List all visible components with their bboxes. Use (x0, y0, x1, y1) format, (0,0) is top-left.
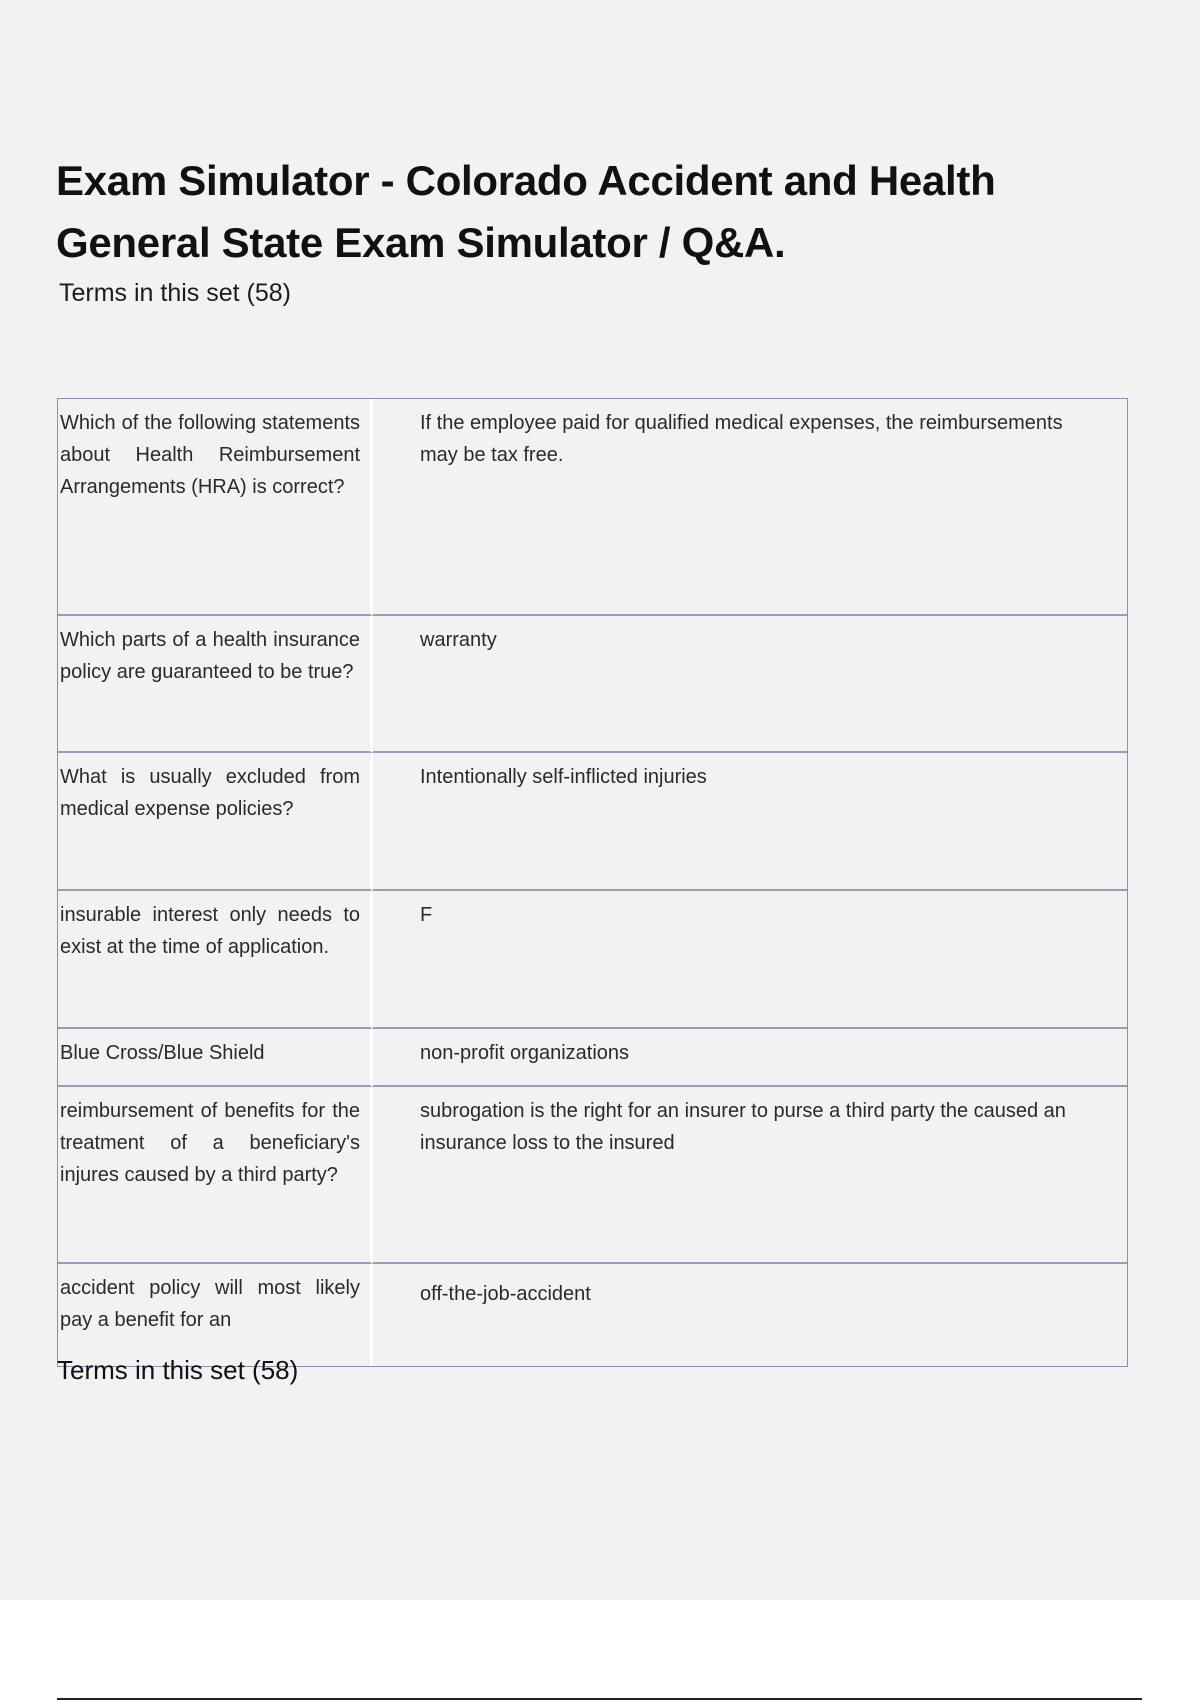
term-answer: If the employee paid for qualified medical expenses, the reimbursements may be tax free. (373, 399, 1127, 616)
table-row (58, 1264, 1127, 1366)
term-answer: F (373, 891, 1127, 1029)
table-row (58, 616, 1127, 753)
term-question: Which of the following statements about Health Reimbursement Arrangements (HRA) is correct? (58, 399, 373, 616)
terms-count-footer-label: Terms in this set (58) (57, 1355, 299, 1385)
term-question: reimbursement of benefits for the treatment of a beneficiary's injures caused by a third party? (58, 1087, 373, 1264)
table-row (58, 753, 1127, 891)
table-row (58, 1029, 1127, 1087)
term-question: What is usually excluded from medical expense policies? (58, 753, 373, 891)
terms-count-label: Terms in this set (58) (59, 279, 292, 307)
term-answer: non-profit organizations (373, 1029, 1127, 1087)
terms-table (57, 398, 1128, 1367)
term-answer: off-the-job-accident (420, 1283, 591, 1305)
term-question: Which parts of a health insurance policy are guaranteed to be true? (58, 616, 373, 753)
table-row (58, 399, 1127, 616)
term-answer: subrogation is the right for an insurer to purse a third party the caused an insurance loss to the insured (373, 1087, 1127, 1264)
table-row (58, 891, 1127, 1029)
term-question: insurable interest only needs to exist at the time of application. (58, 891, 373, 1029)
table-row (58, 1087, 1127, 1264)
term-answer: warranty (373, 616, 1127, 753)
term-answer: Intentionally self-inflicted injuries (373, 753, 1127, 891)
term-question: Blue Cross/Blue Shield (58, 1029, 373, 1087)
document-title: Exam Simulator - Colorado Accident and Health General State Exam Simulator / Q&A. (56, 157, 996, 266)
term-question: accident policy will most likely pay a benefit for an (58, 1264, 373, 1366)
